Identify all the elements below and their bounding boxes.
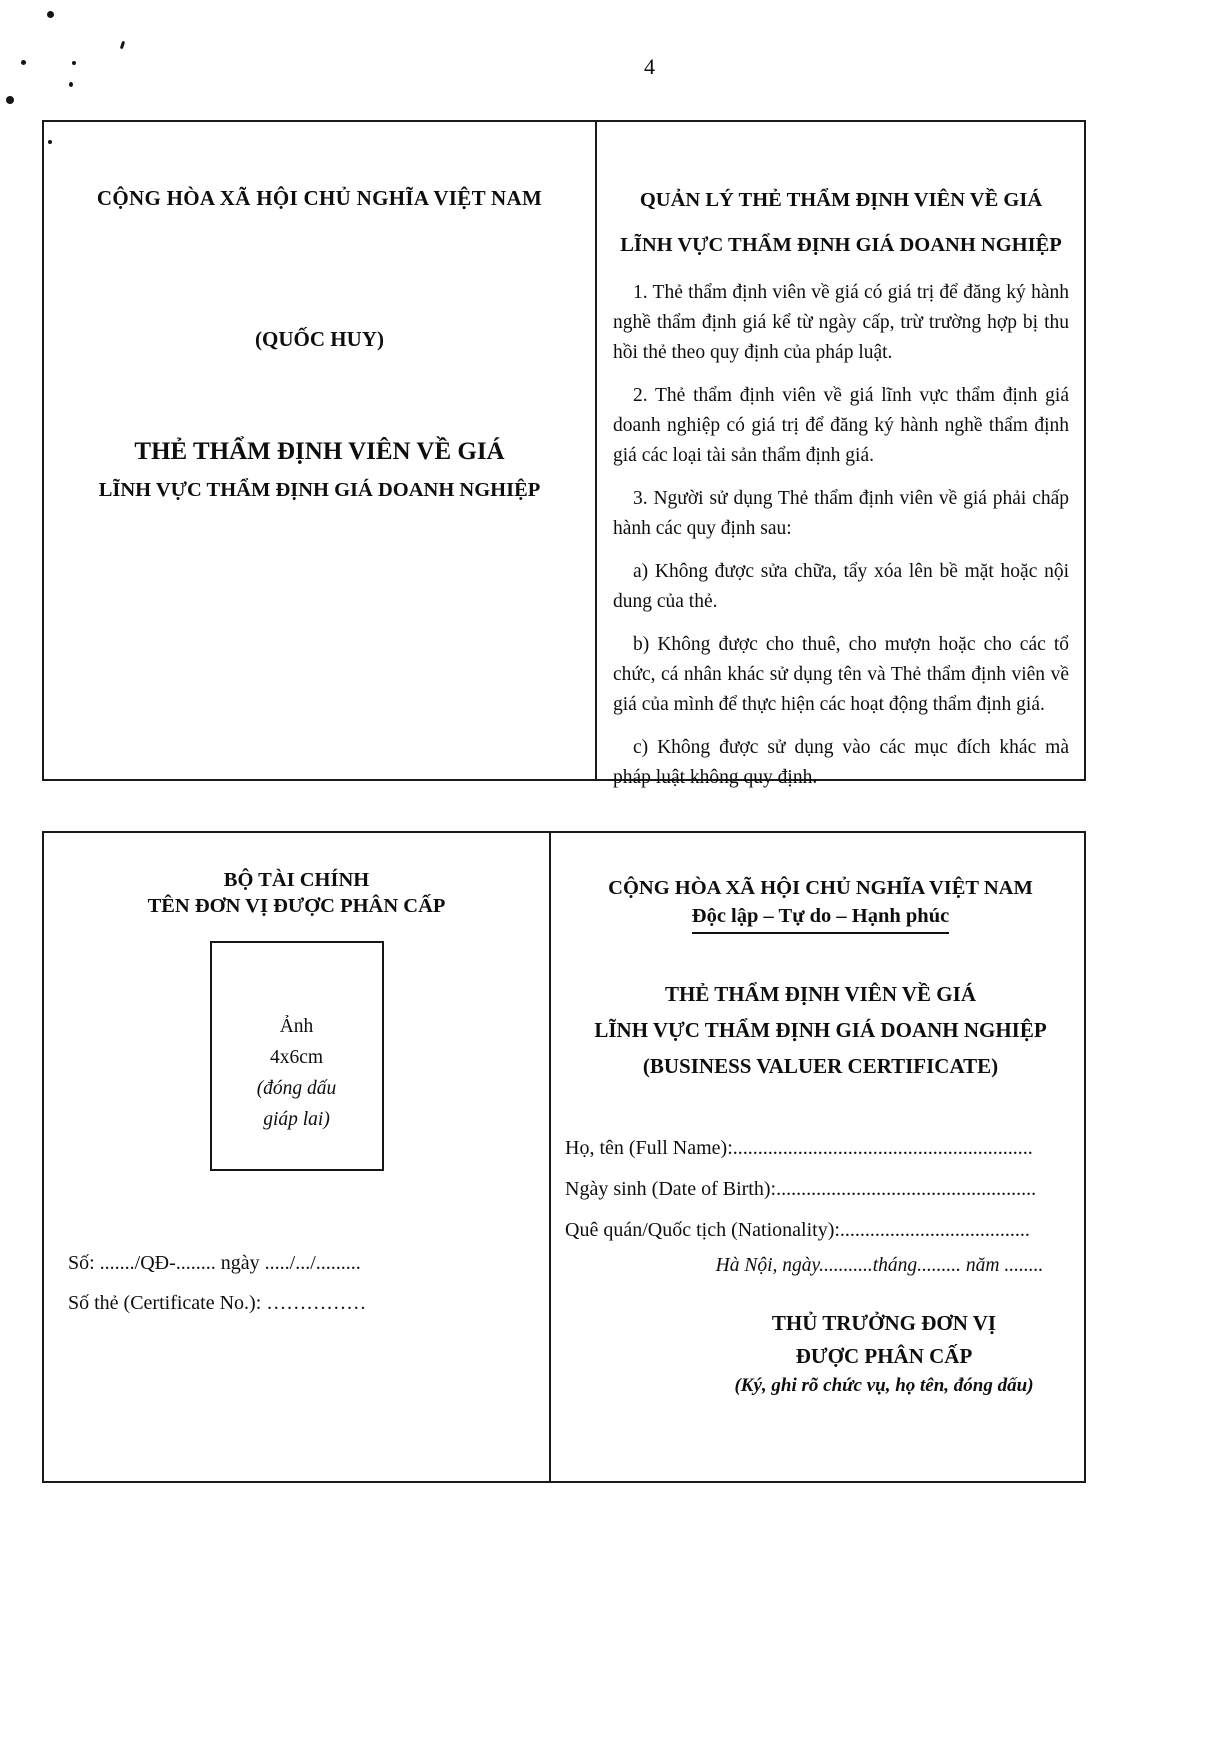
certificate-title-line3: (BUSINESS VALUER CERTIFICATE) (642, 1054, 999, 1078)
national-emblem-placeholder: (QUỐC HUY) (255, 327, 384, 351)
page-number: 4 (644, 54, 655, 79)
certificate-title-line2: LĨNH VỰC THẨM ĐỊNH GIÁ DOANH NGHIỆP (594, 1018, 1047, 1042)
certificate-title-line1: THẺ THẨM ĐỊNH VIÊN VỀ GIÁ (665, 982, 976, 1006)
rule-paragraph-1: 1. Thẻ thẩm định viên về giá có giá trị để đăng ký hành nghề thẩm định giá kể từ ngày cấp, trừ trường hợp bị thu hồi thẻ theo quy định của pháp luật. (613, 282, 1069, 363)
rules-heading (613, 178, 1069, 268)
photo-label-line3: (đóng dấu (256, 1078, 337, 1099)
certificate-card-template (42, 120, 1086, 788)
number-lines (44, 1243, 549, 1323)
photo-placeholder-box (210, 941, 384, 1171)
scan-speck (6, 96, 14, 104)
scan-speck (47, 11, 54, 18)
rules-heading-line1: QUẢN LÝ THẺ THẨM ĐỊNH VIÊN VỀ GIÁ (639, 189, 1043, 211)
card-back-rules-panel (597, 122, 1084, 788)
decision-number-line: Số: ......./QĐ-........ ngày ...../.../......... (68, 1252, 361, 1274)
card-title: THẺ THẨM ĐỊNH VIÊN VỀ GIÁ (134, 438, 505, 465)
issuing-unit-title: TÊN ĐƠN VỊ ĐƯỢC PHÂN CẤP (147, 895, 446, 917)
country-title: CỘNG HÒA XÃ HỘI CHỦ NGHĨA VIỆT NAM (96, 186, 543, 210)
ministry-title: BỘ TÀI CHÍNH (223, 869, 370, 891)
scan-speck (21, 60, 26, 65)
certificate-title-block (565, 976, 1076, 1084)
certificate-card-issue-template (42, 831, 1086, 1483)
country-title: CỘNG HÒA XÃ HỘI CHỦ NGHĨA VIỆT NAM (608, 877, 1033, 899)
rule-paragraph-3: 3. Người sử dụng Thẻ thẩm định viên về giá phải chấp hành các quy định sau: (613, 488, 1069, 539)
rule-paragraph-3c: c) Không được sử dụng vào các mục đích khác mà pháp luật không quy định. (613, 737, 1069, 788)
national-motto: Độc lập – Tự do – Hạnh phúc (692, 905, 949, 934)
photo-label-line2: 4x6cm (269, 1047, 324, 1068)
personal-data-panel (551, 833, 1084, 1481)
scan-speck (69, 82, 73, 87)
rule-paragraph-2: 2. Thẻ thẩm định viên về giá lĩnh vực thẩm định giá doanh nghiệp có giá trị để đăng ký hành nghề thẩm định giá các loại tài sản thẩm định giá. (613, 385, 1069, 466)
field-nationality: Quê quán/Quốc tịch (Nationality):...................................... (565, 1219, 1030, 1241)
issuer-panel (44, 833, 551, 1481)
field-full-name: Họ, tên (Full Name):............................................................ (565, 1137, 1033, 1159)
signature-instruction: (Ký, ghi rõ chức vụ, họ tên, đóng dấu) (734, 1375, 1034, 1396)
certificate-number-line: Số thẻ (Certificate No.): …………… (68, 1292, 367, 1314)
signature-block (698, 1307, 1070, 1397)
card-subtitle: LĨNH VỰC THẨM ĐỊNH GIÁ DOANH NGHIỆP (98, 479, 541, 501)
signer-title-line1: THỦ TRƯỞNG ĐƠN VỊ (771, 1311, 997, 1335)
photo-label-line1: Ảnh (279, 1016, 314, 1037)
scan-speck (120, 41, 125, 50)
photo-label-line4: giáp lai) (263, 1109, 330, 1130)
card-front-panel (44, 122, 597, 779)
date-place-line: Hà Nội, ngày...........tháng......... năm ........ (715, 1255, 1044, 1276)
motto-wrap (565, 905, 1076, 934)
rule-paragraph-3a: a) Không được sửa chữa, tẩy xóa lên bề mặt hoặc nội dung của thẻ. (613, 561, 1069, 612)
signer-title-line2: ĐƯỢC PHÂN CẤP (795, 1344, 973, 1368)
rules-heading-line2: LĨNH VỰC THẨM ĐỊNH GIÁ DOANH NGHIỆP (620, 234, 1062, 256)
personal-fields (565, 1128, 1076, 1251)
field-date-of-birth: Ngày sinh (Date of Birth):.................................................... (565, 1178, 1037, 1200)
scan-speck (72, 61, 76, 65)
rule-paragraph-3b: b) Không được cho thuê, cho mượn hoặc cho các tổ chức, cá nhân khác sử dụng tên và Thẻ thẩm định viên về giá của mình để thực hiện các hoạt động thẩm định giá. (613, 634, 1069, 715)
